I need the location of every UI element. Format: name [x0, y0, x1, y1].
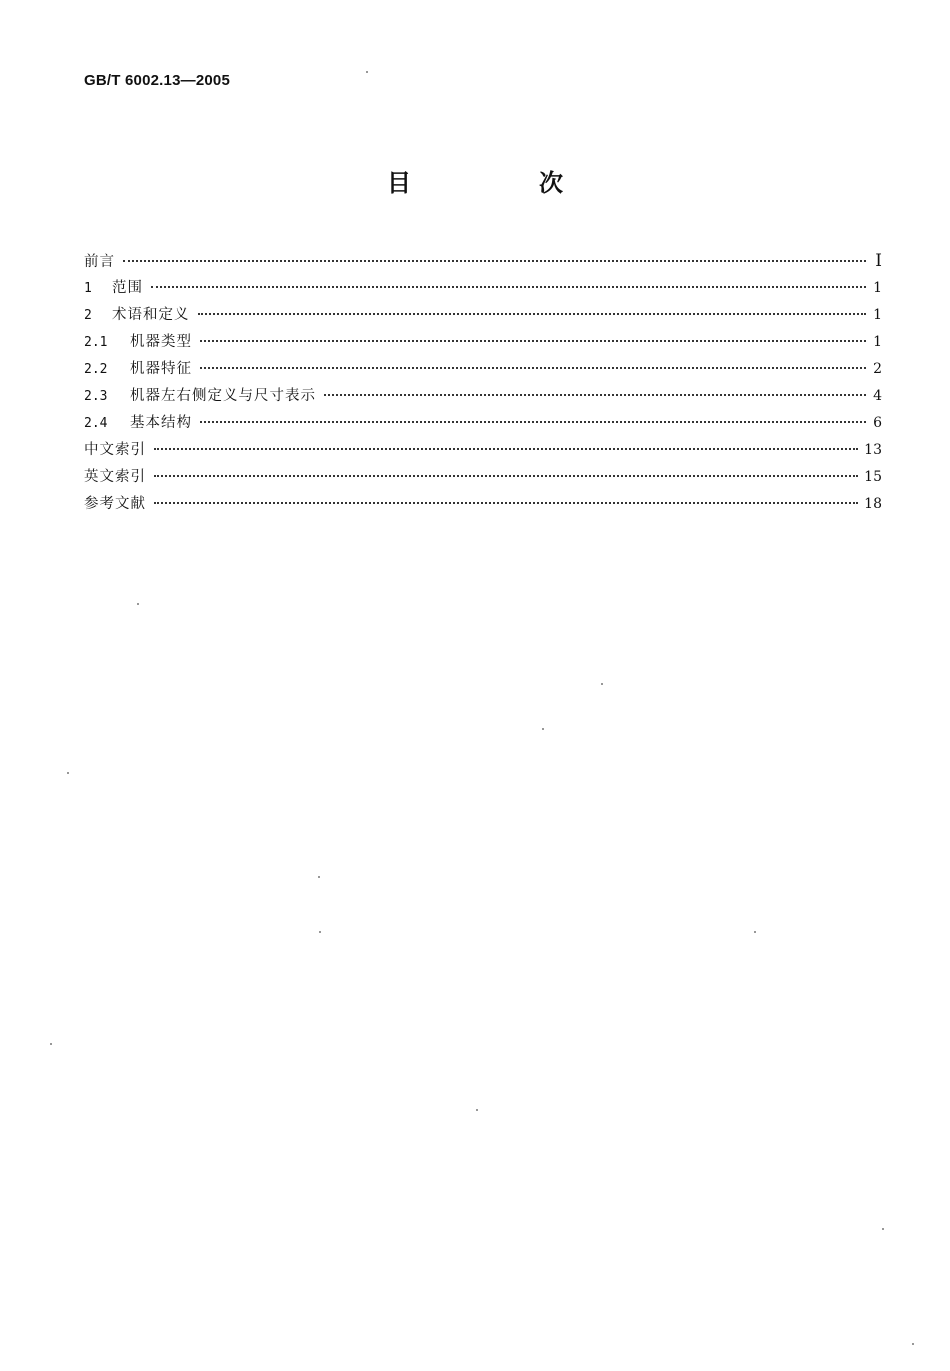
- toc-leader-dots: [123, 260, 866, 262]
- toc-entry-page: 13: [864, 442, 882, 458]
- toc-entry-scope[interactable]: [84, 275, 882, 302]
- toc-entry-page: 2: [873, 361, 882, 377]
- toc-entry-chinese-index[interactable]: [84, 437, 882, 464]
- scan-speck: [318, 876, 320, 878]
- toc-entry-page: 1: [873, 307, 882, 323]
- toc-entry-label: 中文索引: [84, 442, 146, 458]
- toc-entry-page: 1: [873, 334, 882, 350]
- toc-entry-label: 参考文献: [84, 496, 146, 512]
- toc-entry-page: I: [875, 251, 882, 271]
- toc-entry-label: 机器类型: [130, 334, 192, 350]
- scan-speck: [366, 71, 368, 73]
- scan-speck: [601, 683, 603, 685]
- toc-entry-page: 18: [864, 496, 882, 512]
- scan-speck: [542, 728, 544, 730]
- toc-leader-dots: [154, 502, 858, 504]
- toc-entry-number: 2.3: [84, 389, 108, 404]
- standard-code: GB/T 6002.13—2005: [84, 72, 230, 89]
- toc-leader-dots: [200, 340, 866, 342]
- scan-speck: [67, 772, 69, 774]
- toc-entry-basic-structure[interactable]: [84, 410, 882, 437]
- toc-leader-dots: [198, 313, 867, 315]
- toc-entry-label: 基本结构: [130, 415, 192, 431]
- toc-leader-dots: [324, 394, 866, 396]
- scan-speck: [476, 1109, 478, 1111]
- toc-leader-dots: [200, 421, 866, 423]
- scan-speck: [137, 603, 139, 605]
- toc-entry-number: 2.1: [84, 335, 108, 350]
- toc-leader-dots: [151, 286, 866, 288]
- toc-entry-foreword[interactable]: [84, 248, 882, 275]
- table-of-contents: [84, 248, 882, 518]
- toc-entry-page: 15: [864, 469, 882, 485]
- toc-entry-machine-types[interactable]: [84, 329, 882, 356]
- toc-entry-page: 1: [873, 280, 882, 296]
- toc-title: 目 次: [387, 169, 615, 197]
- toc-entry-label: 范围: [112, 280, 143, 296]
- toc-entry-terms[interactable]: [84, 302, 882, 329]
- toc-entry-label: 机器左右侧定义与尺寸表示: [130, 388, 316, 404]
- toc-entry-left-right-definition[interactable]: [84, 383, 882, 410]
- toc-entry-label: 机器特征: [130, 361, 192, 377]
- scan-speck: [319, 931, 321, 933]
- scan-speck: [912, 1343, 914, 1345]
- toc-entry-bibliography[interactable]: [84, 491, 882, 518]
- toc-entry-number: 2.4: [84, 416, 108, 431]
- toc-entry-page: 4: [873, 388, 882, 404]
- toc-entry-english-index[interactable]: [84, 464, 882, 491]
- toc-entry-page: 6: [873, 415, 882, 431]
- toc-entry-number: 1: [84, 281, 92, 296]
- toc-entry-number: 2.2: [84, 362, 108, 377]
- scan-speck: [50, 1043, 52, 1045]
- toc-entry-machine-features[interactable]: [84, 356, 882, 383]
- toc-entry-label: 术语和定义: [112, 307, 190, 323]
- toc-leader-dots: [154, 448, 858, 450]
- toc-entry-label: 英文索引: [84, 469, 146, 485]
- scan-speck: [882, 1228, 884, 1230]
- toc-leader-dots: [154, 475, 858, 477]
- scan-speck: [754, 931, 756, 933]
- toc-leader-dots: [200, 367, 866, 369]
- toc-entry-number: 2: [84, 308, 92, 323]
- toc-entry-label: 前言: [84, 254, 115, 270]
